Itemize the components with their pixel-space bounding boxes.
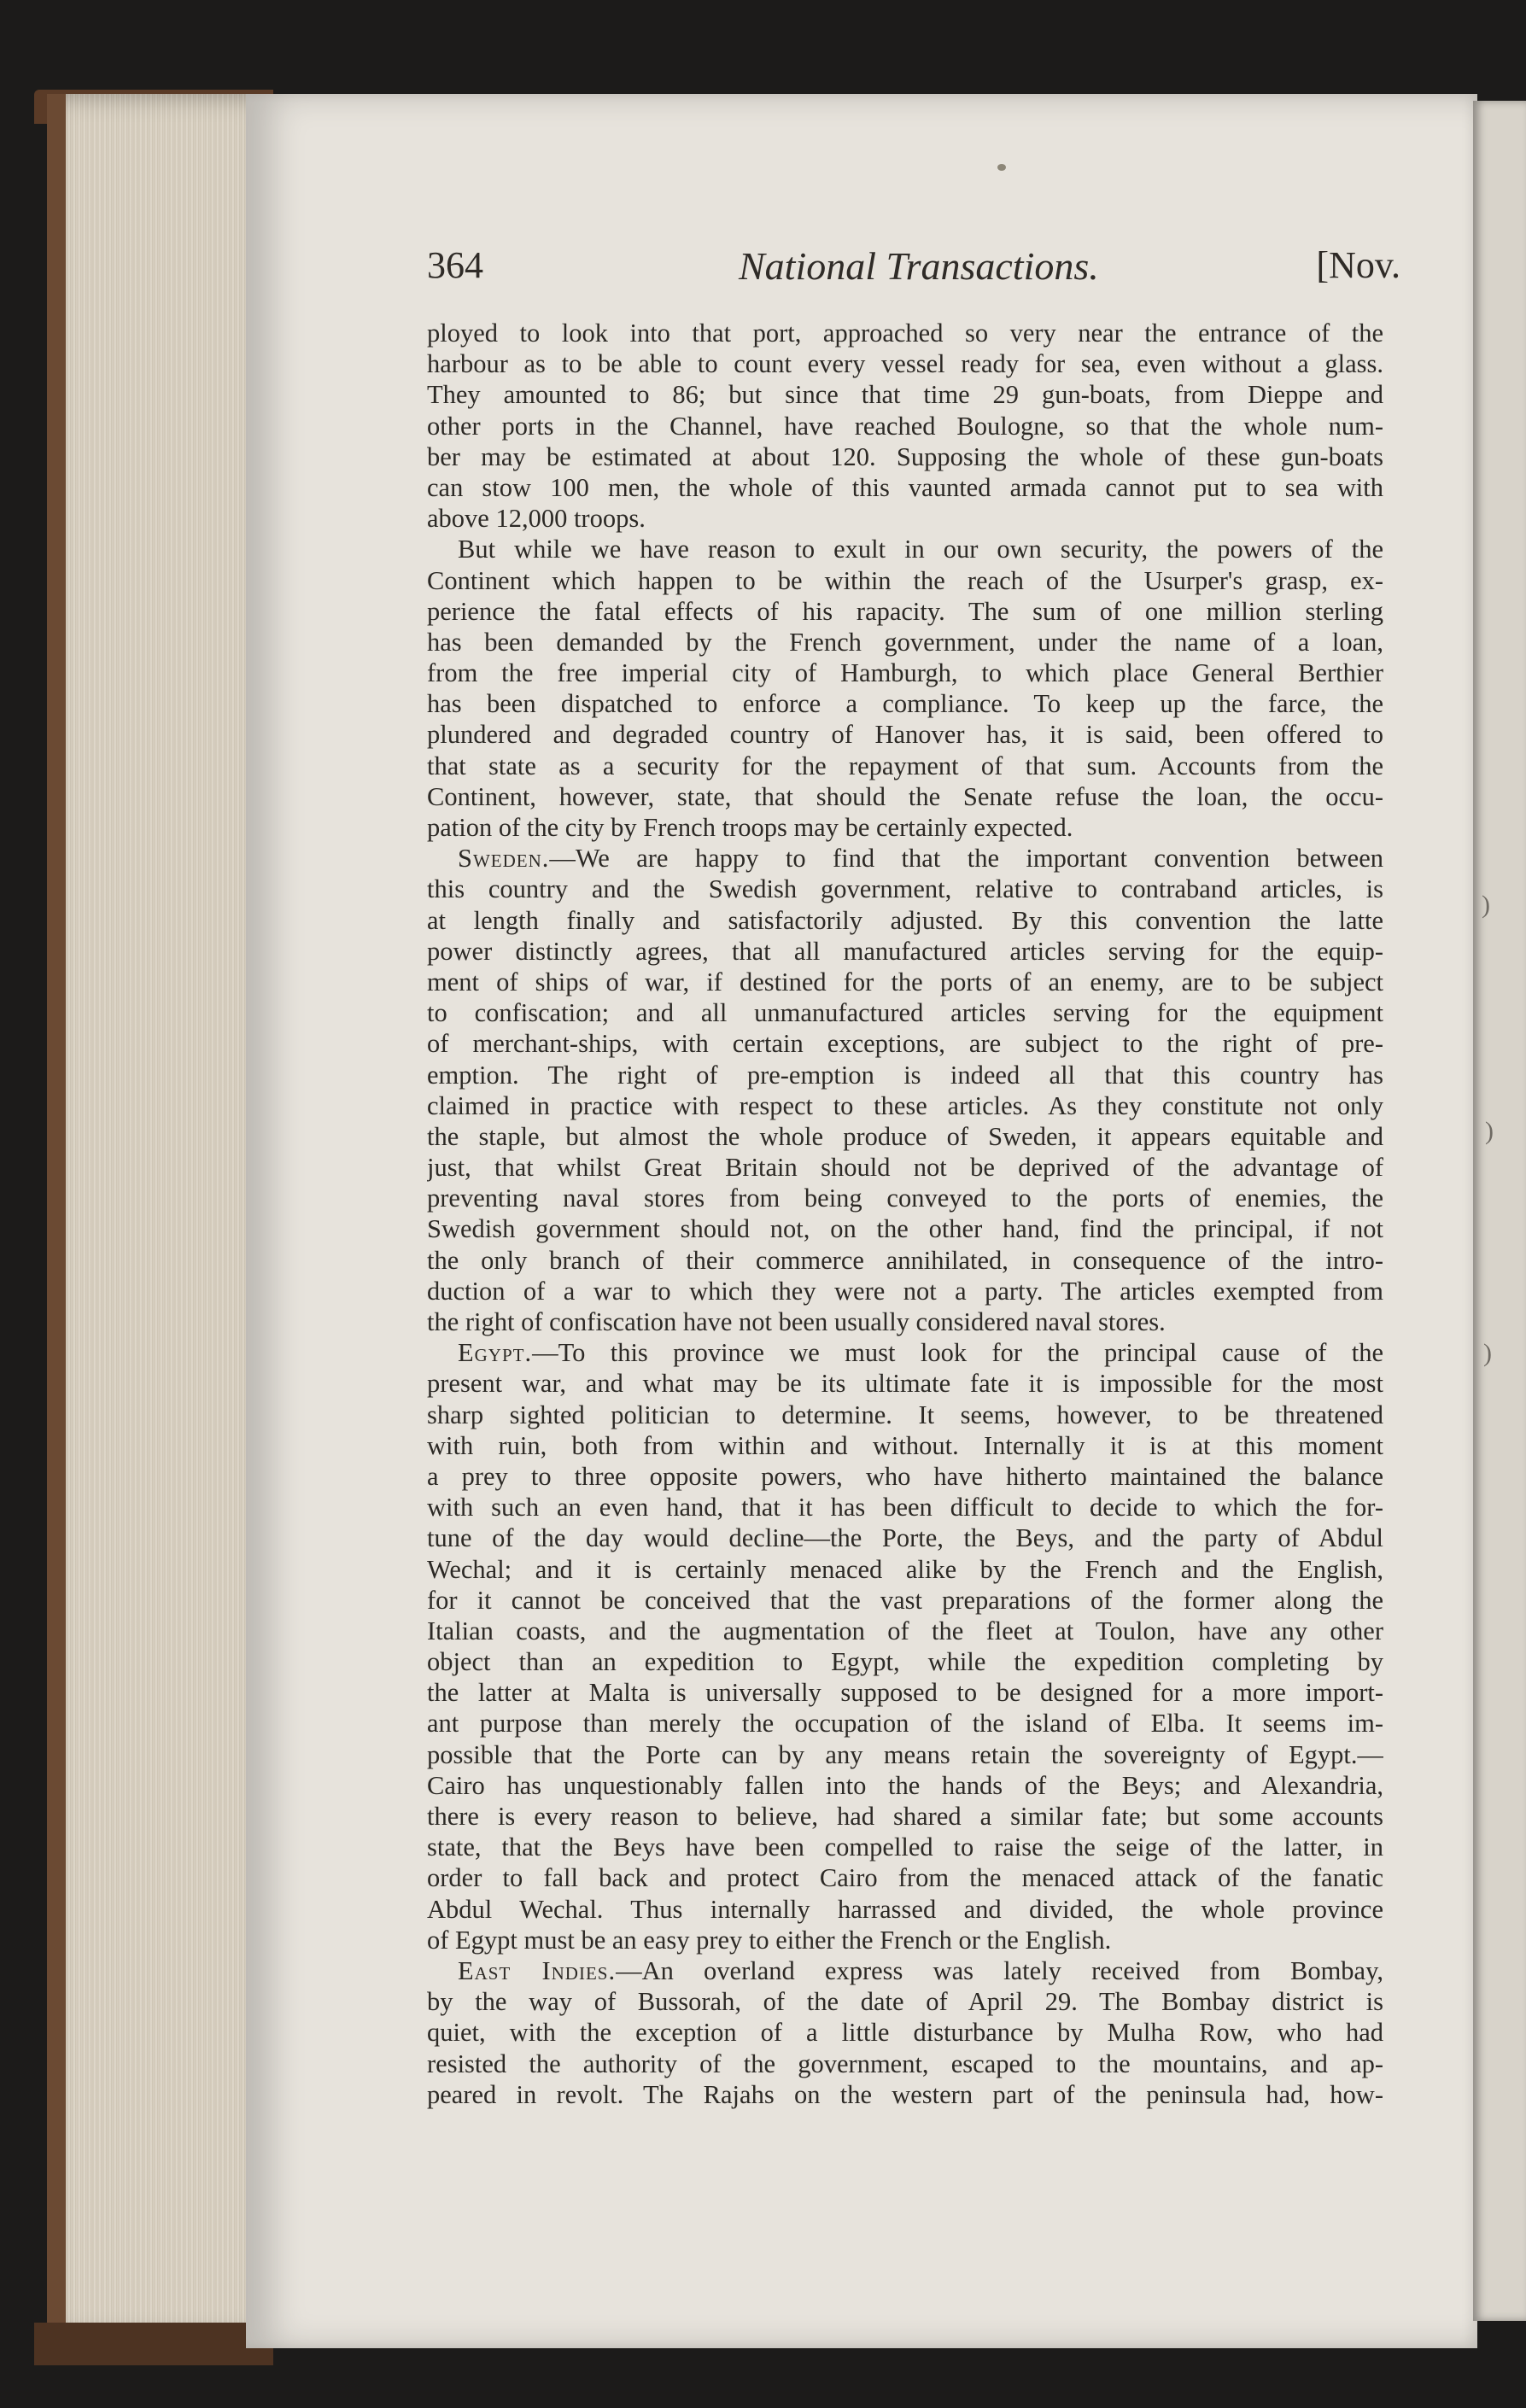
line-text: order to fall back and protect Cairo from the menaced attack of the fanatic — [427, 1863, 1383, 1893]
text-line — [427, 1183, 1383, 1213]
adjacent-page-mark: ) — [1482, 891, 1490, 919]
line-text: They amounted to 86; but since that time 29 gun-boats, from Dieppe and — [427, 380, 1383, 410]
text-line — [427, 751, 1383, 781]
text-line — [427, 1739, 1383, 1770]
line-text: the staple, but almost the whole produce of Sweden, it appears equitable and — [427, 1121, 1383, 1151]
text-line — [427, 1028, 1383, 1059]
line-text: there is every reason to believe, had shared a similar fate; but some accounts — [427, 1802, 1383, 1831]
line-text: sharp sighted politician to determine. It seems, however, to be threatened — [427, 1400, 1383, 1429]
line-text: a prey to three opposite powers, who have hitherto maintained the balance — [427, 1461, 1383, 1491]
text-line — [427, 348, 1383, 379]
line-text: Continent which happen to be within the reach of the Usurper's grasp, ex- — [427, 565, 1383, 595]
text-line — [427, 565, 1383, 596]
text-line — [427, 1400, 1383, 1430]
line-text: ment of ships of war, if destined for the ports of an enemy, are to be subject — [427, 967, 1383, 997]
line-text: —To this province we must look for the principal cause of the — [532, 1338, 1383, 1368]
text-line — [427, 1368, 1383, 1399]
text-line — [427, 1894, 1383, 1925]
line-text: the only branch of their commerce annihilated, in consequence of the intro- — [427, 1245, 1383, 1275]
line-text: ployed to look into that port, approached so very near the entrance of the — [427, 319, 1383, 348]
line-text: Continent, however, state, that should the Senate refuse the loan, the occu- — [427, 781, 1383, 811]
text-line — [427, 534, 1383, 564]
body-text — [427, 318, 1383, 2110]
line-text: power distinctly agrees, that all manufactured articles serving for the equip- — [427, 936, 1383, 966]
line-text: with such an even hand, that it has been difficult to decide to which the for- — [427, 1493, 1383, 1523]
text-line — [427, 781, 1383, 812]
text-line — [427, 503, 1383, 534]
text-line — [427, 379, 1383, 410]
adjacent-page-mark: ) — [1485, 1117, 1494, 1145]
line-text: state, that the Beys have been compelled to raise the seige of the latter, in — [427, 1832, 1383, 1862]
text-line — [427, 1955, 1383, 1986]
text-line — [427, 1708, 1383, 1739]
adjacent-page-edge — [1473, 101, 1526, 2321]
page-number: 364 — [427, 244, 483, 286]
text-line — [427, 658, 1383, 688]
text-line — [427, 1862, 1383, 1893]
line-text: peared in revolt. The Rajahs on the western part of the peninsula had, how- — [427, 2079, 1383, 2109]
line-text: that state as a security for the repayment of that sum. Accounts from the — [427, 751, 1383, 780]
text-line — [427, 997, 1383, 1028]
text-line — [427, 1585, 1383, 1616]
text-line — [427, 1646, 1383, 1677]
line-text: this country and the Swedish government, relative to contraband articles, is — [427, 874, 1383, 904]
text-line — [427, 843, 1383, 874]
text-line — [427, 688, 1383, 719]
line-text: harbour as to be able to count every vessel ready for sea, even without a glass. — [427, 349, 1383, 379]
line-text: duction of a war to which they were not a party. The articles exempted from — [427, 1276, 1383, 1306]
text-line — [427, 812, 1383, 843]
line-text: from the free imperial city of Hamburgh, to which place General Berthier — [427, 658, 1383, 688]
line-text: of merchant-ships, with certain exceptions, are subject to the right of pre- — [427, 1029, 1383, 1059]
text-line — [427, 472, 1383, 503]
text-line — [427, 1337, 1383, 1368]
text-line — [427, 719, 1383, 750]
text-line — [427, 1430, 1383, 1461]
text-line — [427, 1677, 1383, 1708]
paper-speck — [997, 164, 1006, 171]
line-text: of Egypt must be an easy prey to either the French or the English. — [427, 1925, 1112, 1955]
line-text: the right of confiscation have not been usually considered naval stores. — [427, 1307, 1166, 1336]
text-line — [427, 2017, 1383, 2048]
line-text: Swedish government should not, on the other hand, find the principal, if not — [427, 1214, 1383, 1244]
line-text: —We are happy to find that the important convention between — [549, 844, 1383, 874]
section-heading: East Indies. — [458, 1955, 617, 1985]
text-line — [427, 1152, 1383, 1183]
line-text: to confiscation; and all unmanufactured articles serving for the equipment — [427, 998, 1383, 1028]
line-text: —An overland express was lately received from Bombay, — [616, 1955, 1383, 1985]
adjacent-page-mark: ) — [1483, 1339, 1492, 1367]
text-line — [427, 1276, 1383, 1306]
text-line — [427, 1925, 1383, 1955]
running-title: National Transactions. — [739, 244, 1099, 288]
text-line — [427, 318, 1383, 348]
text-line — [427, 1060, 1383, 1090]
text-line — [427, 441, 1383, 472]
line-text: ber may be estimated at about 120. Supposing the whole of these gun-boats — [427, 441, 1383, 471]
text-line — [427, 1461, 1383, 1492]
line-text: by the way of Bussorah, of the date of April 29. The Bombay district is — [427, 1987, 1383, 2017]
line-text: for it cannot be conceived that the vast preparations of the former along the — [427, 1585, 1383, 1615]
section-heading: Egypt. — [458, 1338, 533, 1368]
line-text: above 12,000 troops. — [427, 504, 646, 534]
line-text: Italian coasts, and the augmentation of the fleet at Toulon, have any other — [427, 1616, 1383, 1645]
book-cover-bottom — [34, 2323, 273, 2365]
text-line — [427, 1770, 1383, 1801]
line-text: tune of the day would decline—the Porte, the Beys, and the party of Abdul — [427, 1523, 1383, 1553]
text-line — [427, 1306, 1383, 1337]
line-text: pation of the city by French troops may be certainly expected. — [427, 813, 1073, 842]
text-line — [427, 1616, 1383, 1646]
line-text: ant purpose than merely the occupation of the island of Elba. It seems im- — [427, 1709, 1383, 1739]
line-text: other ports in the Channel, have reached Boulogne, so that the whole num- — [427, 411, 1383, 441]
line-text: Wechal; and it is certainly menaced alike by the French and the English, — [427, 1554, 1383, 1584]
line-text: possible that the Porte can by any means retain the sovereignty of Egypt.— — [427, 1739, 1383, 1769]
section-heading: Sweden. — [458, 844, 550, 874]
line-text: preventing naval stores from being conveyed to the ports of enemies, the — [427, 1184, 1383, 1213]
line-text: emption. The right of pre-emption is indeed all that this country has — [427, 1060, 1383, 1090]
line-text: perience the fatal effects of his rapacity. The sum of one million sterling — [427, 596, 1383, 626]
line-text: Cairo has unquestionably fallen into the hands of the Beys; and Alexandria, — [427, 1770, 1383, 1800]
text-line — [427, 596, 1383, 627]
text-line — [427, 1213, 1383, 1244]
text-line — [427, 627, 1383, 658]
line-text: quiet, with the exception of a little disturbance by Mulha Row, who had — [427, 2018, 1383, 2048]
line-text: claimed in practice with respect to these articles. As they constitute not only — [427, 1090, 1383, 1120]
line-text: can stow 100 men, the whole of this vaunted armada cannot put to sea with — [427, 472, 1383, 502]
text-line — [427, 1090, 1383, 1121]
line-text: present war, and what may be its ultimate fate it is impossible for the most — [427, 1369, 1383, 1399]
line-text: object than an expedition to Egypt, while the expedition completing by — [427, 1647, 1383, 1677]
text-line — [427, 1121, 1383, 1152]
line-text: resisted the authority of the government, escaped to the mountains, and ap- — [427, 2049, 1383, 2078]
line-text: at length finally and satisfactorily adjusted. By this convention the latte — [427, 905, 1383, 935]
line-text: plundered and degraded country of Hanover has, it is said, been offered to — [427, 720, 1383, 750]
text-line — [427, 936, 1383, 967]
line-text: has been demanded by the French government, under the name of a loan, — [427, 627, 1383, 657]
text-line — [427, 874, 1383, 904]
month-marker: [Nov. — [1316, 244, 1400, 286]
text-line — [427, 1492, 1383, 1523]
line-text: But while we have reason to exult in our own security, the powers of the — [458, 535, 1383, 564]
text-line — [427, 411, 1383, 441]
text-line — [427, 2049, 1383, 2079]
text-line — [427, 1245, 1383, 1276]
line-text: Abdul Wechal. Thus internally harrassed and divided, the whole province — [427, 1894, 1383, 1924]
text-line — [427, 1523, 1383, 1553]
text-line — [427, 1554, 1383, 1585]
text-line — [427, 967, 1383, 997]
text-line — [427, 1986, 1383, 2017]
text-line — [427, 1832, 1383, 1862]
text-line — [427, 1801, 1383, 1832]
line-text: just, that whilst Great Britain should not be deprived of the advantage of — [427, 1153, 1383, 1183]
line-text: has been dispatched to enforce a compliance. To keep up the farce, the — [427, 689, 1383, 719]
line-text: with ruin, both from within and without. Internally it is at this moment — [427, 1430, 1383, 1460]
page-header — [427, 243, 1400, 295]
text-line — [427, 2079, 1383, 2110]
text-line — [427, 905, 1383, 936]
line-text: the latter at Malta is universally supposed to be designed for a more import- — [427, 1678, 1383, 1708]
